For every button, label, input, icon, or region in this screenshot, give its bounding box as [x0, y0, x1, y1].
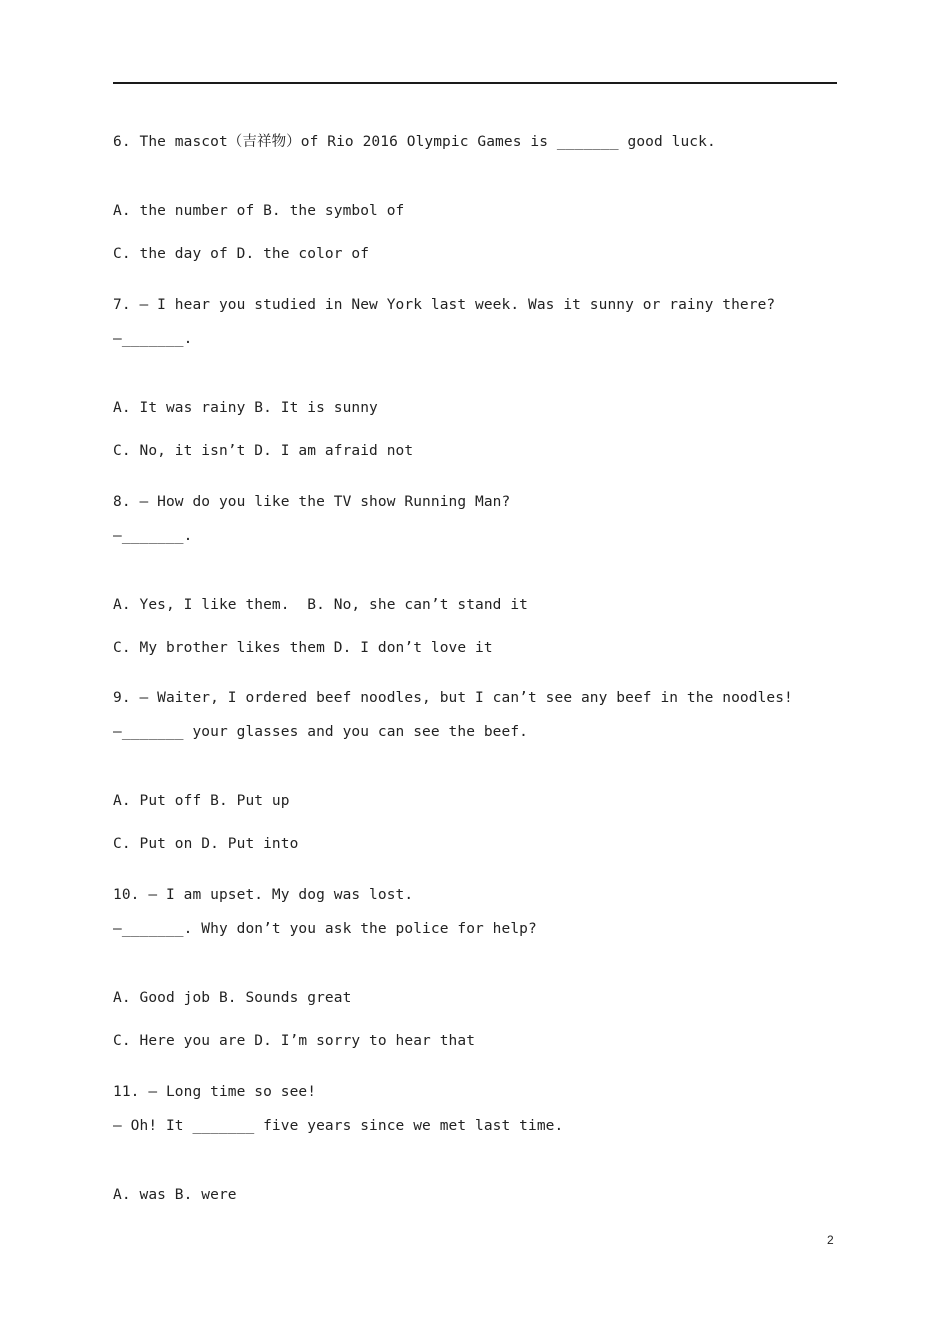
question-9-stem: 9. — Waiter, I ordered beef noodles, but I can’t see any beef in the noodles!	[113, 690, 793, 706]
question-11-reply: — Oh! It _______ five years since we met last time.	[113, 1118, 564, 1134]
question-8-reply: —_______.	[113, 528, 193, 544]
question-6-options-cd: C. the day of D. the color of	[113, 246, 370, 262]
question-8-stem: 8. — How do you like the TV show Running Man?	[113, 494, 511, 510]
question-10-options-ab: A. Good job B. Sounds great	[113, 990, 352, 1006]
question-10-stem: 10. — I am upset. My dog was lost.	[113, 887, 414, 903]
question-7-reply: —_______.	[113, 331, 193, 347]
question-11-options-ab: A. was B. were	[113, 1187, 237, 1203]
header-rule	[113, 82, 837, 84]
question-9-options-cd: C. Put on D. Put into	[113, 836, 299, 852]
question-11-stem: 11. — Long time so see!	[113, 1084, 317, 1100]
page-number: 2	[827, 1233, 834, 1247]
question-10-options-cd: C. Here you are D. I’m sorry to hear that	[113, 1033, 476, 1049]
question-9-reply: —_______ your glasses and you can see the beef.	[113, 724, 528, 740]
question-7-stem: 7. — I hear you studied in New York last week. Was it sunny or rainy there?	[113, 297, 776, 313]
question-9-options-ab: A. Put off B. Put up	[113, 793, 290, 809]
question-7-options-ab: A. It was rainy B. It is sunny	[113, 400, 378, 416]
question-10-reply: —_______. Why don’t you ask the police for help?	[113, 921, 537, 937]
question-8-options-cd: C. My brother likes them D. I don’t love it	[113, 640, 493, 656]
question-8-options-ab: A. Yes, I like them. B. No, she can’t stand it	[113, 597, 528, 613]
question-7-options-cd: C. No, it isn’t D. I am afraid not	[113, 443, 414, 459]
question-6-options-ab: A. the number of B. the symbol of	[113, 203, 405, 219]
question-6-stem: 6. The mascot（吉祥物）of Rio 2016 Olympic Games is _______ good luck.	[113, 134, 716, 150]
